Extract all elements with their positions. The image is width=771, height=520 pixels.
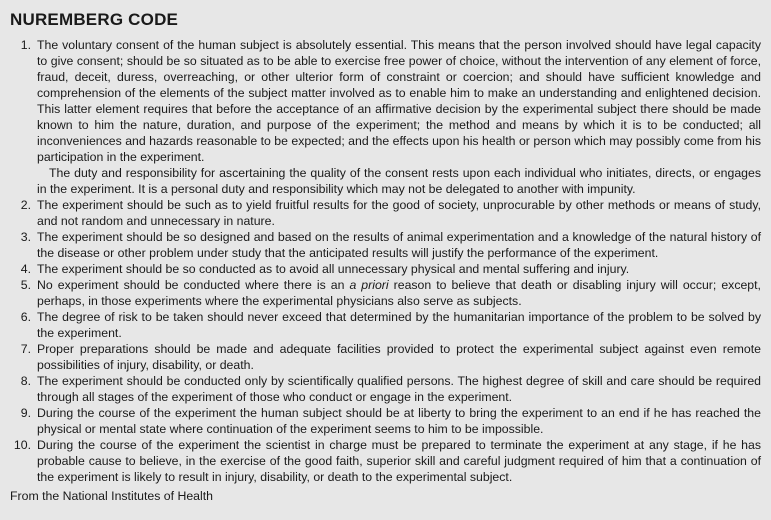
- item-text: The experiment should be such as to yield fruitful results for the good of society, unprocurable by other methods or means of study, and not random and unnecessary in nature.: [37, 198, 761, 228]
- item-text-continuation: The duty and responsibility for ascertaining the quality of the consent rests upon each individual who initiates, directs, or engages in the experiment. It is a personal duty and responsibility which may not be delegated to another with impunity.: [37, 166, 761, 196]
- item-text: The experiment should be so designed and based on the results of animal experimentation and a knowledge of the natural history of the disease or other problem under study that the anticipated results will justify the performance of the experiment.: [37, 230, 761, 260]
- item-text: The experiment should be so conducted as to avoid all unnecessary physical and mental suffering and injury.: [37, 262, 630, 276]
- list-item: [0, 37, 771, 197]
- item-number: 8.: [20, 374, 31, 388]
- list-item: [0, 261, 771, 277]
- list-item: [0, 341, 771, 373]
- item-text: During the course of the experiment the human subject should be at liberty to bring the experiment to an end if he has reached the physical or mental state where continuation of the experiment seems to him to be impossible.: [37, 406, 761, 436]
- item-text-italic: a priori: [349, 278, 389, 292]
- item-text: Proper preparations should be made and adequate facilities provided to protect the experimental subject against even remote possibilities of injury, disability, or death.: [37, 342, 761, 372]
- item-number: 1.: [20, 38, 31, 52]
- document-title: NUREMBERG CODE: [10, 10, 179, 29]
- list-item: [0, 277, 771, 309]
- list-item: [0, 405, 771, 437]
- item-number: 6.: [20, 310, 31, 324]
- list-item: [0, 373, 771, 405]
- item-number: 4.: [20, 262, 31, 276]
- item-text-after: reason to believe that death or disabling injury will occur; except, perhaps, in those experiments where the experimental physicians also serve as subjects.: [37, 278, 761, 308]
- item-number: 10.: [13, 438, 31, 452]
- source-note: From the National Institutes of Health: [10, 489, 213, 503]
- item-number: 7.: [20, 342, 31, 356]
- list-item: [0, 437, 771, 485]
- list-item: [0, 309, 771, 341]
- list-item: [0, 229, 771, 261]
- item-number: 5.: [20, 278, 31, 292]
- item-text: The experiment should be conducted only by scientifically qualified persons. The highest degree of skill and care should be required through all stages of the experiment of those who conduct or engage in the experiment.: [37, 374, 761, 404]
- principles-list: [0, 37, 771, 485]
- item-text-before: No experiment should be conducted where there is an: [37, 278, 350, 292]
- item-text: The voluntary consent of the human subject is absolutely essential. This means that the person involved should have legal capacity to give consent; should be so situated as to be able to exercise free power of choice, without the intervention of any element of force, fraud, deceit, duress, overreaching, or other ulterior form of constraint or coercion; and should have sufficient knowledge and comprehension of the elements of the subject matter involved as to enable him to make an understanding and enlightened decision. This latter element requires that before the acceptance of an affirmative decision by the experimental subject there should be made known to him the nature, duration, and purpose of the experiment; the method and means by which it is to be conducted; all inconveniences and hazards reasonable to be expected; and the effects upon his health or person which may possibly come from his participation in the experiment.: [37, 38, 761, 164]
- item-text: During the course of the experiment the scientist in charge must be prepared to terminate the experiment at any stage, if he has probable cause to believe, in the exercise of the good faith, superior skill and careful judgment required of him that a continuation of the experiment is likely to result in injury, disability, or death to the experimental subject.: [37, 438, 761, 484]
- item-number: 3.: [20, 230, 31, 244]
- list-item: [0, 197, 771, 229]
- item-text: [37, 277, 761, 309]
- item-text: The degree of risk to be taken should never exceed that determined by the humanitarian importance of the problem to be solved by the experiment.: [37, 310, 761, 340]
- item-number: 2.: [20, 198, 31, 212]
- item-number: 9.: [20, 406, 31, 420]
